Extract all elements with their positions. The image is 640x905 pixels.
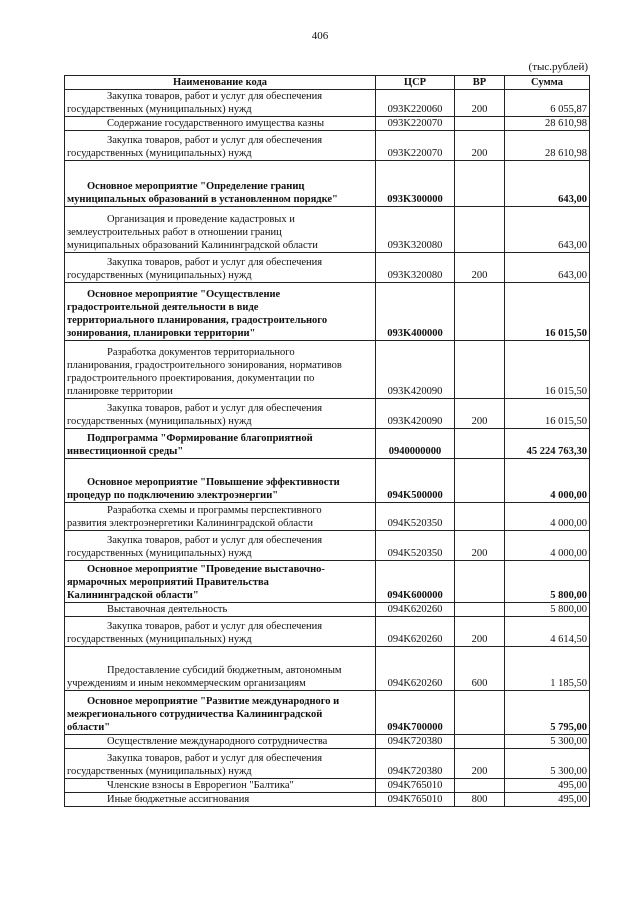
row-name-line: Содержание государственного имущества казны xyxy=(107,118,325,129)
row-name-line: Подпрограмма "Формирование благоприятной xyxy=(87,433,313,444)
row-name xyxy=(65,779,376,793)
header-csr: ЦСР xyxy=(376,76,455,90)
row-name xyxy=(65,503,376,531)
row-sum: 495,00 xyxy=(505,779,590,793)
row-name-line: развития электроэнергетики Калининградской области xyxy=(67,518,313,529)
row-csr: 093K420090 xyxy=(376,399,455,429)
row-name-line: Основное мероприятие "Осуществление xyxy=(87,289,281,300)
row-vr: 600 xyxy=(455,647,505,691)
row-name xyxy=(65,793,376,807)
table-row xyxy=(65,749,590,779)
row-sum: 5 300,00 xyxy=(505,749,590,779)
row-name xyxy=(65,459,376,503)
row-name xyxy=(65,90,376,117)
row-csr: 093K420090 xyxy=(376,341,455,399)
row-name-line: Основное мероприятие "Повышение эффективности xyxy=(87,477,340,488)
row-name-line: муниципальных образований Калининградской области xyxy=(67,240,318,251)
row-name-line: учреждениям и иным некоммерческим организациям xyxy=(67,678,306,689)
row-name-line: ярмарочных мероприятий Правительства xyxy=(67,577,269,588)
table-header-row xyxy=(65,76,590,90)
row-name-line: Организация и проведение кадастровых и xyxy=(107,214,295,225)
table-row xyxy=(65,399,590,429)
row-csr: 094K500000 xyxy=(376,459,455,503)
table-row xyxy=(65,459,590,503)
row-sum: 4 000,00 xyxy=(505,503,590,531)
table-row xyxy=(65,341,590,399)
row-sum: 643,00 xyxy=(505,161,590,207)
row-name xyxy=(65,207,376,253)
row-vr: 200 xyxy=(455,399,505,429)
row-vr: 200 xyxy=(455,90,505,117)
row-name-line: Членские взносы в Еврорегион "Балтика" xyxy=(107,780,294,791)
row-name-line: Выставочная деятельность xyxy=(107,604,228,615)
row-name-line: государственных (муниципальных) нужд xyxy=(67,148,252,159)
header-name: Наименование кода xyxy=(65,76,376,90)
row-sum: 5 800,00 xyxy=(505,603,590,617)
table-row xyxy=(65,531,590,561)
row-name-line: Основное мероприятие "Проведение выставочно- xyxy=(87,564,325,575)
row-csr: 093K220070 xyxy=(376,117,455,131)
row-csr: 094K520350 xyxy=(376,531,455,561)
row-name-line: межрегионального сотрудничества Калининградской xyxy=(67,709,323,720)
row-vr xyxy=(455,117,505,131)
row-sum: 16 015,50 xyxy=(505,399,590,429)
row-name-line: Основное мероприятие "Развитие международного и xyxy=(87,696,340,707)
row-vr xyxy=(455,429,505,459)
row-sum: 495,00 xyxy=(505,793,590,807)
row-name-line: Разработка схемы и программы перспективного xyxy=(107,505,322,516)
row-name-line: процедур по подключению электроэнергии" xyxy=(67,490,279,501)
row-vr: 200 xyxy=(455,749,505,779)
row-name-line: Закупка товаров, работ и услуг для обеспечения xyxy=(107,257,323,268)
row-sum: 4 000,00 xyxy=(505,531,590,561)
table-row xyxy=(65,603,590,617)
row-name xyxy=(65,531,376,561)
row-name-line: градостроительного проектирования, документации по xyxy=(67,373,315,384)
row-vr: 200 xyxy=(455,253,505,283)
row-name-line: Закупка товаров, работ и услуг для обеспечения xyxy=(107,753,323,764)
row-sum: 28 610,98 xyxy=(505,131,590,161)
row-csr: 093K400000 xyxy=(376,283,455,341)
row-name xyxy=(65,749,376,779)
row-vr xyxy=(455,735,505,749)
row-name-line: Закупка товаров, работ и услуг для обеспечения xyxy=(107,91,323,102)
row-csr: 094K765010 xyxy=(376,793,455,807)
row-sum: 1 185,50 xyxy=(505,647,590,691)
row-name xyxy=(65,735,376,749)
row-name xyxy=(65,603,376,617)
row-sum: 16 015,50 xyxy=(505,283,590,341)
row-name-line: государственных (муниципальных) нужд xyxy=(67,104,252,115)
table-row xyxy=(65,117,590,131)
row-sum: 5 300,00 xyxy=(505,735,590,749)
row-sum: 643,00 xyxy=(505,207,590,253)
row-name-line: Предоставление субсидий бюджетным, автономным xyxy=(107,665,342,676)
row-vr: 800 xyxy=(455,793,505,807)
row-csr: 094K765010 xyxy=(376,779,455,793)
row-name-line: планирования, градостроительного зонирования, нормативов xyxy=(67,360,342,371)
table-row xyxy=(65,283,590,341)
row-vr xyxy=(455,561,505,603)
row-sum: 4 614,50 xyxy=(505,617,590,647)
row-name-line: Закупка товаров, работ и услуг для обеспечения xyxy=(107,621,323,632)
row-sum: 5 800,00 xyxy=(505,561,590,603)
row-name xyxy=(65,647,376,691)
row-vr: 200 xyxy=(455,617,505,647)
page-number: 406 xyxy=(311,30,329,42)
row-vr xyxy=(455,207,505,253)
row-vr xyxy=(455,283,505,341)
row-sum: 6 055,87 xyxy=(505,90,590,117)
row-sum: 45 224 763,30 xyxy=(505,429,590,459)
row-vr xyxy=(455,603,505,617)
row-name-line: Закупка товаров, работ и услуг для обеспечения xyxy=(107,535,323,546)
table-row xyxy=(65,779,590,793)
row-csr: 093K220060 xyxy=(376,90,455,117)
row-name-line: зонирования, планировки территории" xyxy=(67,328,256,339)
row-name-line: градостроительной деятельности в виде xyxy=(67,302,259,313)
row-vr xyxy=(455,341,505,399)
row-name-line: территориального планирования, градостроительного xyxy=(67,315,328,326)
row-csr: 094K620260 xyxy=(376,603,455,617)
row-csr: 094K720380 xyxy=(376,749,455,779)
row-name xyxy=(65,117,376,131)
row-name-line: Калининградской области" xyxy=(67,590,199,601)
table-row xyxy=(65,90,590,117)
row-csr: 094K620260 xyxy=(376,617,455,647)
row-name xyxy=(65,283,376,341)
header-sum: Сумма xyxy=(505,76,590,90)
row-csr: 093K320080 xyxy=(376,253,455,283)
row-vr xyxy=(455,503,505,531)
row-csr: 094K600000 xyxy=(376,561,455,603)
row-csr: 093K320080 xyxy=(376,207,455,253)
row-sum: 16 015,50 xyxy=(505,341,590,399)
row-csr: 094K520350 xyxy=(376,503,455,531)
header-vr: ВР xyxy=(455,76,505,90)
units-label: (тыс.рублей) xyxy=(528,61,588,73)
row-name-line: Закупка товаров, работ и услуг для обеспечения xyxy=(107,135,323,146)
table-row xyxy=(65,561,590,603)
row-name-line: Осуществление международного сотрудничества xyxy=(107,736,328,747)
table-row xyxy=(65,131,590,161)
row-vr xyxy=(455,779,505,793)
table-row xyxy=(65,429,590,459)
table-row xyxy=(65,691,590,735)
row-sum: 5 795,00 xyxy=(505,691,590,735)
row-name xyxy=(65,253,376,283)
row-vr: 200 xyxy=(455,531,505,561)
table-row xyxy=(65,503,590,531)
table-row xyxy=(65,647,590,691)
row-name-line: Иные бюджетные ассигнования xyxy=(107,794,250,805)
table-row xyxy=(65,793,590,807)
row-name xyxy=(65,341,376,399)
row-csr: 094K700000 xyxy=(376,691,455,735)
row-name-line: государственных (муниципальных) нужд xyxy=(67,270,252,281)
table-body xyxy=(65,90,590,807)
table-row xyxy=(65,617,590,647)
row-name-line: Основное мероприятие "Определение границ xyxy=(87,181,305,192)
row-vr xyxy=(455,161,505,207)
row-sum: 643,00 xyxy=(505,253,590,283)
row-name-line: области" xyxy=(67,722,111,733)
row-name-line: землеустроительных работ в отношении границ xyxy=(67,227,282,238)
row-name-line: Разработка документов территориального xyxy=(107,347,295,358)
row-name-line: государственных (муниципальных) нужд xyxy=(67,416,252,427)
row-sum: 28 610,98 xyxy=(505,117,590,131)
row-sum: 4 000,00 xyxy=(505,459,590,503)
row-vr: 200 xyxy=(455,131,505,161)
table-row xyxy=(65,161,590,207)
row-name-line: государственных (муниципальных) нужд xyxy=(67,634,252,645)
row-name-line: Закупка товаров, работ и услуг для обеспечения xyxy=(107,403,323,414)
row-csr: 093K220070 xyxy=(376,131,455,161)
row-csr: 093K300000 xyxy=(376,161,455,207)
table-row xyxy=(65,253,590,283)
row-name-line: муниципальных образований в установленном порядке" xyxy=(67,194,338,205)
row-name-line: планировке территории xyxy=(67,386,173,397)
row-name xyxy=(65,429,376,459)
row-name xyxy=(65,131,376,161)
row-name xyxy=(65,617,376,647)
row-vr xyxy=(455,459,505,503)
table-row xyxy=(65,735,590,749)
row-name xyxy=(65,561,376,603)
row-name xyxy=(65,691,376,735)
row-name xyxy=(65,399,376,429)
row-name xyxy=(65,161,376,207)
row-csr: 094K720380 xyxy=(376,735,455,749)
row-name-line: государственных (муниципальных) нужд xyxy=(67,766,252,777)
row-name-line: инвестиционной среды" xyxy=(67,446,184,457)
row-vr xyxy=(455,691,505,735)
row-csr: 0940000000 xyxy=(376,429,455,459)
row-csr: 094K620260 xyxy=(376,647,455,691)
table-row xyxy=(65,207,590,253)
budget-table xyxy=(64,75,590,807)
row-name-line: государственных (муниципальных) нужд xyxy=(67,548,252,559)
